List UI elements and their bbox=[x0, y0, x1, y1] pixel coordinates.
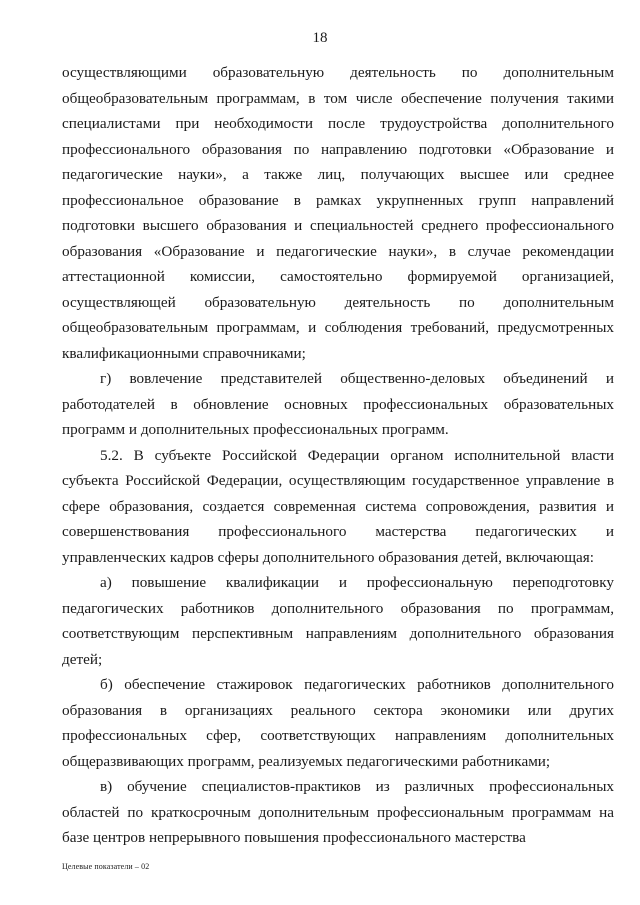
paragraph-item-a: а) повышение квалификации и профессиональную переподготовку педагогических работников дополнительного образования по программам, соответствующим перспективным направлениям дополнительного образования детей; bbox=[62, 574, 614, 668]
document-body bbox=[62, 60, 614, 851]
paragraph-section-5-2: 5.2. В субъекте Российской Федерации органом исполнительной власти субъекта Российской Федерации, осуществляющим государственное управление в сфере образования, создается современная система сопровождения, развития и совершенствования профессионального мастерства педагогических и управленческих кадров сферы дополнительного образования детей, включающая: bbox=[62, 446, 614, 566]
footer-label: Целевые показатели – 02 bbox=[62, 862, 150, 871]
paragraph-item-b: б) обеспечение стажировок педагогических работников дополнительного образования в организациях реального сектора экономики или других профессиональных сфер, соответствующих направлениям дополнительных общеразвивающих программ, реализуемых педагогическими работниками; bbox=[62, 676, 614, 770]
paragraph-item-v: в) обучение специалистов-практиков из различных профессиональных областей по краткосрочным дополнительным профессиональным программам на базе центров непрерывного повышения профессионального мастерства bbox=[62, 778, 614, 846]
paragraph-continuation: осуществляющими образовательную деятельность по дополнительным общеобразовательным программам, в том числе обеспечение получения такими специалистами при необходимости после трудоустройства дополнительного профессионального образования по направлению подготовки «Образование и педагогические науки», а также лиц, получающих высшее или среднее профессиональное образование в рамках укрупненных групп направлений подготовки высшего образования и специальностей среднего профессионального образования «Образование и педагогические науки», в случае рекомендации аттестационной комиссии, самостоятельно формируемой организацией, осуществляющей образовательную деятельность по дополнительным общеобразовательным программам, и соблюдения требований, предусмотренных квалификационными справочниками; bbox=[62, 64, 614, 362]
paragraph-item-g: г) вовлечение представителей общественно-деловых объединений и работодателей в обновление основных профессиональных образовательных программ и дополнительных профессиональных программ. bbox=[62, 370, 614, 438]
page-number: 18 bbox=[312, 30, 328, 46]
